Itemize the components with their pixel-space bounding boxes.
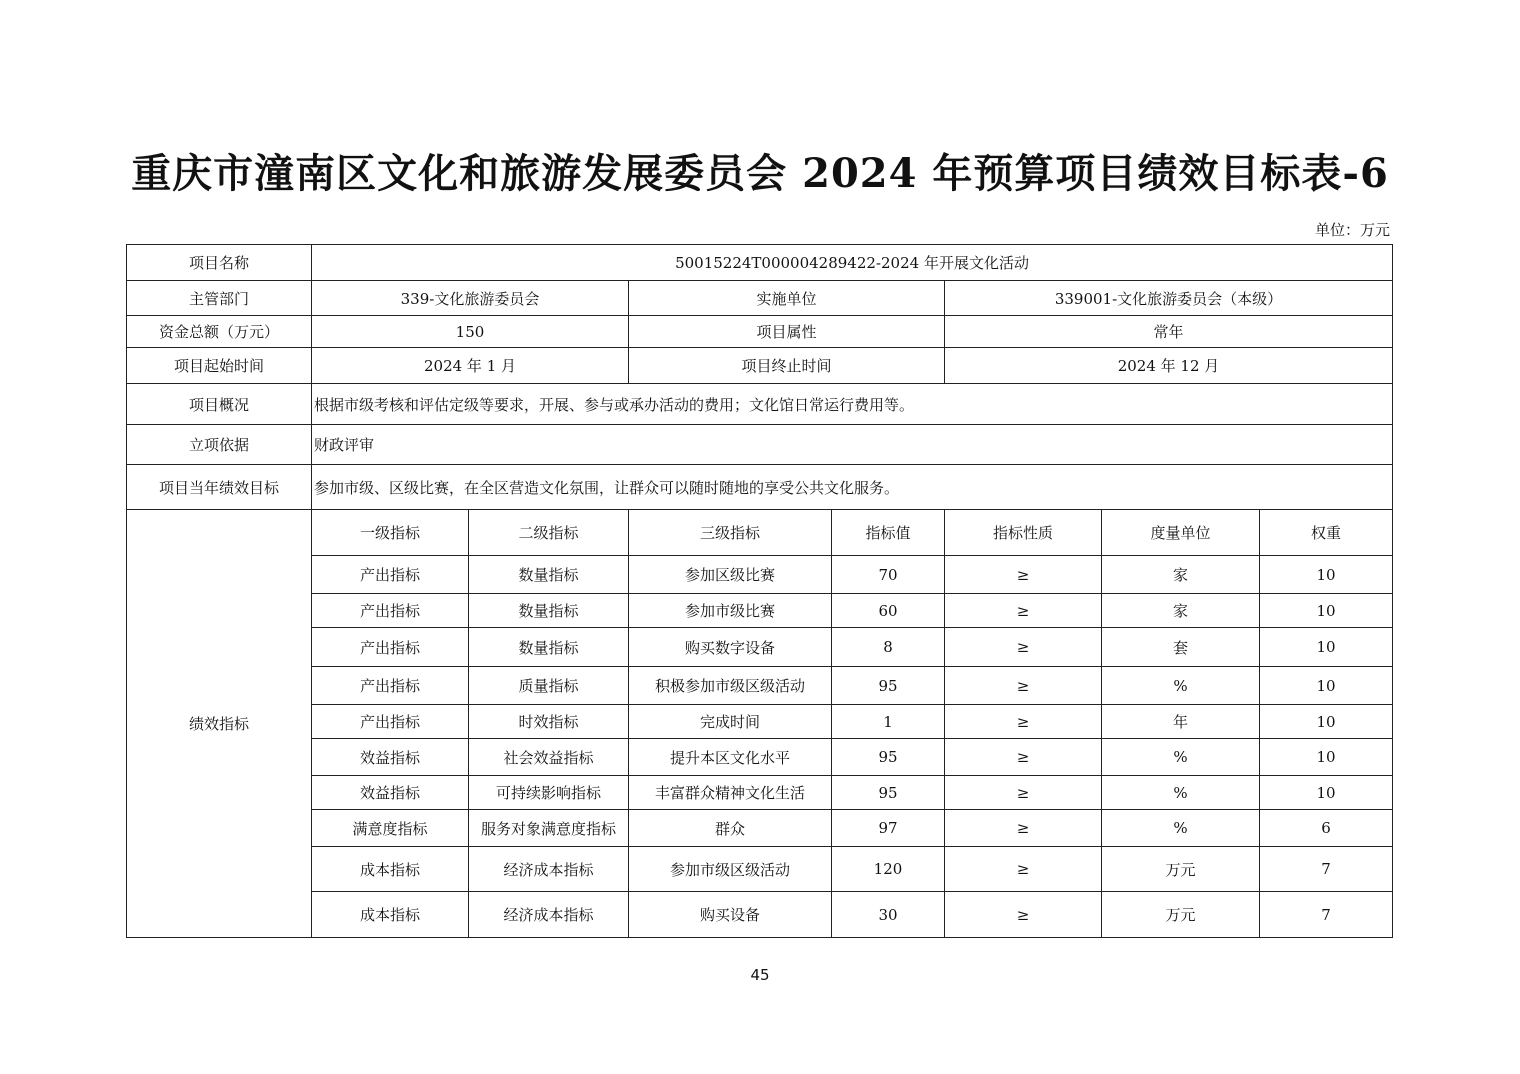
weight-cell: 10 <box>1260 739 1393 776</box>
funds-label: 资金总额（万元） <box>127 316 312 348</box>
unit-cell: 家 <box>1102 556 1260 594</box>
header-level3: 三级指标 <box>629 510 832 556</box>
value-cell: 8 <box>832 628 945 667</box>
unit-label: 单位：万元 <box>1314 221 1390 239</box>
row-annual-goal <box>127 465 1393 510</box>
unit-cell: 套 <box>1102 628 1260 667</box>
department-value: 339-文化旅游委员会 <box>312 281 629 316</box>
attribute-value: 常年 <box>945 316 1393 348</box>
value-cell: 95 <box>832 667 945 705</box>
level3-cell: 参加市级比赛 <box>629 594 832 628</box>
header-value: 指标值 <box>832 510 945 556</box>
value-cell: 97 <box>832 810 945 847</box>
weight-cell: 10 <box>1260 776 1393 810</box>
weight-cell: 7 <box>1260 892 1393 938</box>
level3-cell: 参加区级比赛 <box>629 556 832 594</box>
table-row <box>127 847 1393 892</box>
page-number: 45 <box>750 966 770 984</box>
value-cell: 95 <box>832 739 945 776</box>
value-cell: 30 <box>832 892 945 938</box>
level3-cell: 积极参加市级区级活动 <box>629 667 832 705</box>
level3-cell: 购买数字设备 <box>629 628 832 667</box>
header-level2: 二级指标 <box>469 510 629 556</box>
row-dates <box>127 348 1393 384</box>
unit-cell: % <box>1102 810 1260 847</box>
end-time-value: 2024 年 12 月 <box>945 348 1393 384</box>
level2-cell: 服务对象满意度指标 <box>469 810 629 847</box>
level3-cell: 丰富群众精神文化生活 <box>629 776 832 810</box>
unit-cell: % <box>1102 739 1260 776</box>
nature-cell: ≥ <box>945 847 1102 892</box>
header-level1: 一级指标 <box>312 510 469 556</box>
level1-cell: 产出指标 <box>312 594 469 628</box>
level1-cell: 效益指标 <box>312 739 469 776</box>
basis-label: 立项依据 <box>127 425 312 465</box>
level2-cell: 数量指标 <box>469 628 629 667</box>
end-time-label: 项目终止时间 <box>629 348 945 384</box>
indicator-header-row <box>127 510 1393 556</box>
level3-cell: 完成时间 <box>629 705 832 739</box>
annual-goal-value: 参加市级、区级比赛，在全区营造文化氛围，让群众可以随时随地的享受公共文化服务。 <box>312 465 1393 510</box>
level2-cell: 可持续影响指标 <box>469 776 629 810</box>
performance-table <box>126 244 1393 938</box>
unit-cell: 万元 <box>1102 892 1260 938</box>
header-weight: 权重 <box>1260 510 1393 556</box>
level1-cell: 产出指标 <box>312 628 469 667</box>
annual-goal-label: 项目当年绩效目标 <box>127 465 312 510</box>
unit-cell: 万元 <box>1102 847 1260 892</box>
row-department <box>127 281 1393 316</box>
overview-label: 项目概况 <box>127 384 312 425</box>
nature-cell: ≥ <box>945 556 1102 594</box>
header-nature: 指标性质 <box>945 510 1102 556</box>
attribute-label: 项目属性 <box>629 316 945 348</box>
value-cell: 60 <box>832 594 945 628</box>
unit-cell: 年 <box>1102 705 1260 739</box>
level2-cell: 经济成本指标 <box>469 892 629 938</box>
row-overview <box>127 384 1393 425</box>
level1-cell: 成本指标 <box>312 892 469 938</box>
nature-cell: ≥ <box>945 667 1102 705</box>
start-time-label: 项目起始时间 <box>127 348 312 384</box>
unit-cell: % <box>1102 776 1260 810</box>
level1-cell: 成本指标 <box>312 847 469 892</box>
table-row <box>127 667 1393 705</box>
weight-cell: 10 <box>1260 667 1393 705</box>
table-row <box>127 892 1393 938</box>
start-time-value: 2024 年 1 月 <box>312 348 629 384</box>
page-title: 重庆市潼南区文化和旅游发展委员会 2024 年预算项目绩效目标表-6 <box>131 150 1389 197</box>
project-name-value: 50015224T000004289422-2024 年开展文化活动 <box>312 245 1393 281</box>
table-row <box>127 594 1393 628</box>
table-row <box>127 556 1393 594</box>
value-cell: 70 <box>832 556 945 594</box>
weight-cell: 10 <box>1260 556 1393 594</box>
level2-cell: 时效指标 <box>469 705 629 739</box>
level1-cell: 满意度指标 <box>312 810 469 847</box>
implementer-label: 实施单位 <box>629 281 945 316</box>
level3-cell: 购买设备 <box>629 892 832 938</box>
row-funds <box>127 316 1393 348</box>
level3-cell: 群众 <box>629 810 832 847</box>
weight-cell: 10 <box>1260 705 1393 739</box>
indicators-section-label: 绩效指标 <box>127 510 312 938</box>
row-basis <box>127 425 1393 465</box>
table-row <box>127 705 1393 739</box>
level1-cell: 产出指标 <box>312 556 469 594</box>
implementer-value: 339001-文化旅游委员会（本级） <box>945 281 1393 316</box>
value-cell: 95 <box>832 776 945 810</box>
level3-cell: 提升本区文化水平 <box>629 739 832 776</box>
nature-cell: ≥ <box>945 705 1102 739</box>
weight-cell: 7 <box>1260 847 1393 892</box>
weight-cell: 10 <box>1260 628 1393 667</box>
value-cell: 1 <box>832 705 945 739</box>
nature-cell: ≥ <box>945 776 1102 810</box>
level1-cell: 效益指标 <box>312 776 469 810</box>
unit-cell: % <box>1102 667 1260 705</box>
weight-cell: 10 <box>1260 594 1393 628</box>
table-row <box>127 810 1393 847</box>
table-row <box>127 739 1393 776</box>
level1-cell: 产出指标 <box>312 705 469 739</box>
department-label: 主管部门 <box>127 281 312 316</box>
level3-cell: 参加市级区级活动 <box>629 847 832 892</box>
nature-cell: ≥ <box>945 739 1102 776</box>
table-row <box>127 628 1393 667</box>
level1-cell: 产出指标 <box>312 667 469 705</box>
header-unit: 度量单位 <box>1102 510 1260 556</box>
level2-cell: 社会效益指标 <box>469 739 629 776</box>
unit-cell: 家 <box>1102 594 1260 628</box>
overview-value: 根据市级考核和评估定级等要求，开展、参与或承办活动的费用；文化馆日常运行费用等。 <box>312 384 1393 425</box>
level2-cell: 数量指标 <box>469 556 629 594</box>
project-name-label: 项目名称 <box>127 245 312 281</box>
funds-value: 150 <box>312 316 629 348</box>
nature-cell: ≥ <box>945 628 1102 667</box>
nature-cell: ≥ <box>945 892 1102 938</box>
table-row <box>127 776 1393 810</box>
nature-cell: ≥ <box>945 810 1102 847</box>
row-project-name <box>127 245 1393 281</box>
basis-value: 财政评审 <box>312 425 1393 465</box>
value-cell: 120 <box>832 847 945 892</box>
level2-cell: 数量指标 <box>469 594 629 628</box>
nature-cell: ≥ <box>945 594 1102 628</box>
level2-cell: 经济成本指标 <box>469 847 629 892</box>
weight-cell: 6 <box>1260 810 1393 847</box>
level2-cell: 质量指标 <box>469 667 629 705</box>
